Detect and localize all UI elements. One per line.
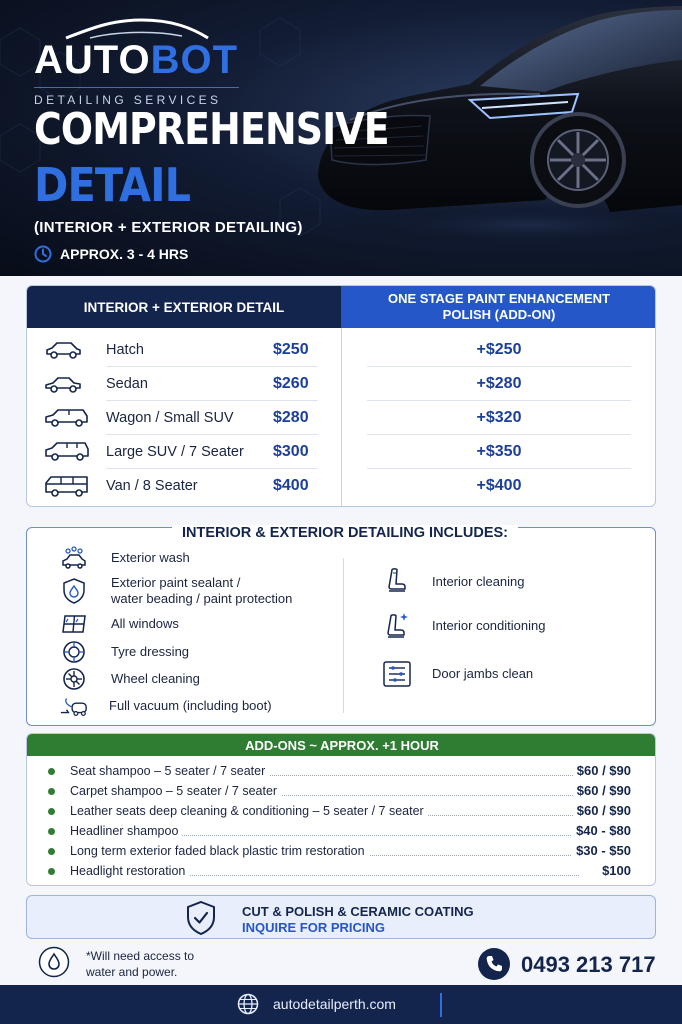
addon-row [27, 762, 656, 782]
large-suv-icon [43, 441, 91, 463]
polish-price: +$320 [476, 409, 522, 426]
brand-tagline: DETAILING SERVICES [34, 93, 222, 107]
include-item [59, 693, 272, 719]
paint-shield-icon [61, 577, 87, 605]
page-title-line1: COMPREHENSIVE [34, 104, 389, 155]
duration-text: APPROX. 3 - 4 HRS [60, 246, 189, 262]
include-item [382, 661, 533, 687]
pricing-header-detail: INTERIOR + EXTERIOR DETAIL [27, 286, 341, 328]
duration-row [34, 245, 188, 263]
wagon-suv-icon [43, 407, 91, 429]
addons-panel [26, 733, 656, 886]
addon-price: $30 - $50 [572, 843, 631, 858]
detail-price: $250 [273, 341, 309, 358]
addon-row [27, 822, 656, 842]
pricing-header-polish [341, 286, 656, 328]
addon-name: Leather seats deep cleaning & conditioning – 5 seater / 7 seater [70, 804, 428, 818]
tyre-icon [62, 640, 86, 664]
globe-icon [237, 993, 259, 1015]
ceramic-title: CUT & POLISH & CERAMIC COATING [242, 904, 474, 919]
addon-row [27, 842, 656, 862]
water-drop-icon [38, 946, 70, 978]
logo-divider [34, 87, 239, 88]
shield-check-icon [185, 900, 217, 936]
include-text: Wheel cleaning [111, 671, 200, 686]
addon-name: Long term exterior faded black plastic trim restoration [70, 844, 369, 858]
addon-row [27, 802, 656, 822]
detail-price: $280 [273, 409, 309, 426]
van-icon [43, 475, 91, 499]
polish-header-line1: ONE STAGE PAINT ENHANCEMENT [388, 291, 610, 306]
include-text: All windows [111, 616, 179, 631]
addon-price: $100 [598, 863, 631, 878]
addon-row [27, 782, 656, 802]
addon-name: Carpet shampoo – 5 seater / 7 seater [70, 784, 281, 798]
include-item [59, 666, 200, 692]
windows-icon [60, 613, 88, 635]
car-wash-icon [60, 546, 88, 570]
detail-price: $300 [273, 443, 309, 460]
include-item [59, 611, 179, 637]
include-item [382, 613, 545, 639]
polish-price: +$280 [476, 375, 522, 392]
polish-price: +$400 [476, 477, 522, 494]
hatch-car-icon [43, 339, 83, 361]
include-text: Interior cleaning [432, 574, 525, 589]
addon-price: $40 - $80 [572, 823, 631, 838]
detail-price: $260 [273, 375, 309, 392]
footer-accent-bar [440, 993, 442, 1017]
include-text: Exterior paint sealant / water beading / paint protection [111, 575, 293, 606]
seat-sparkle-icon [384, 611, 410, 641]
detail-price: $400 [273, 477, 309, 494]
vehicle-type: Sedan [106, 376, 148, 392]
include-item [59, 545, 190, 571]
include-text: Exterior wash [111, 550, 190, 565]
vehicle-type: Van / 8 Seater [106, 478, 198, 494]
pricing-row [27, 401, 656, 435]
addon-price: $60 / $90 [573, 763, 631, 778]
include-text: Door jambs clean [432, 666, 534, 681]
polish-price: +$350 [476, 443, 522, 460]
addon-name: Seat shampoo – 5 seater / 7 seater [70, 764, 269, 778]
polish-header-line2: POLISH (ADD-ON) [442, 307, 556, 322]
phone-icon [478, 948, 510, 980]
pricing-row [27, 469, 656, 503]
page-title-line2: DETAIL [34, 158, 191, 212]
vehicle-type: Wagon / Small SUV [106, 410, 234, 426]
addon-name: Headlight restoration [70, 864, 189, 878]
addon-row [27, 862, 656, 882]
includes-divider [343, 558, 344, 713]
ceramic-inquire: INQUIRE FOR PRICING [242, 920, 386, 935]
addon-name: Headliner shampoo [70, 824, 182, 838]
website-link[interactable]: autodetailperth.com [273, 996, 396, 1012]
includes-title: INTERIOR & EXTERIOR DETAILING INCLUDES: [172, 525, 518, 541]
pricing-table [26, 285, 656, 507]
clock-icon [34, 245, 52, 263]
addons-title: ADD-ONS ~ APPROX. +1 HOUR [27, 734, 656, 756]
phone-number[interactable]: 0493 213 717 [521, 952, 656, 977]
include-item [59, 639, 189, 665]
ceramic-coating-banner [26, 895, 656, 939]
addon-price: $60 / $90 [573, 783, 631, 798]
pricing-row [27, 333, 656, 367]
include-item [382, 569, 525, 595]
door-jamb-icon [383, 661, 411, 687]
include-text: Tyre dressing [111, 644, 190, 659]
include-text: Interior conditioning [432, 618, 546, 633]
sedan-car-icon [43, 373, 83, 395]
vehicle-type: Large SUV / 7 Seater [106, 444, 244, 460]
pricing-row [27, 367, 656, 401]
vehicle-type: Hatch [106, 342, 144, 358]
car-silhouette-icon [62, 16, 212, 40]
include-item [59, 575, 292, 607]
polish-price: +$250 [476, 341, 522, 358]
include-text: Full vacuum (including boot) [109, 698, 272, 713]
includes-panel [26, 527, 656, 726]
pricing-row [27, 435, 656, 469]
seat-icon [385, 567, 409, 597]
wheel-icon [62, 667, 86, 691]
hero-banner [0, 0, 682, 276]
addon-price: $60 / $90 [573, 803, 631, 818]
vacuum-icon [59, 695, 89, 717]
access-note: *Will need access to water and power. [86, 949, 195, 979]
brand-name: AUTOBOT [34, 38, 239, 82]
page-subtitle: (INTERIOR + EXTERIOR DETAILING) [34, 219, 303, 236]
footer-bar [0, 985, 682, 1024]
